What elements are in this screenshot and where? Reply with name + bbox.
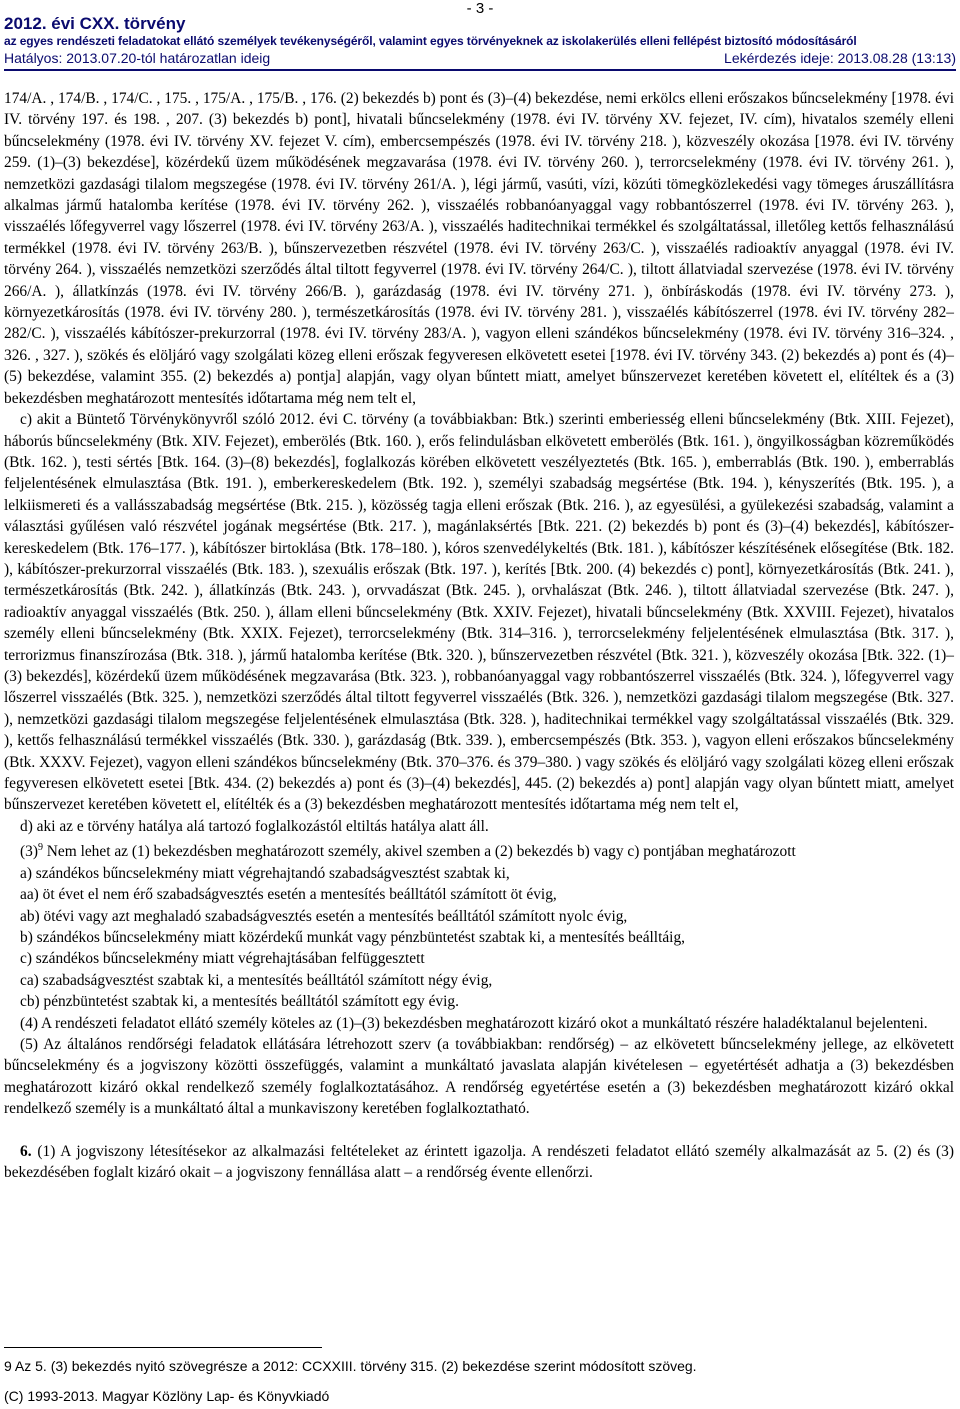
query-date: Lekérdezés ideje: 2013.08.28 (13:13)	[724, 50, 956, 66]
validity-text: Hatályos: 2013.07.20-tól határozatlan ideig	[4, 50, 271, 66]
paragraph-offense-list: 174/A. , 174/B. , 174/C. , 175. , 175/A. , 175/B. , 176. (2) bekezdés b) pont és (3)–(4) bekezdése, nemi erkölcs elleni erőszakos bűncselekmény [1978. évi IV. törvény 197. és 198. , 207. (3) bekezdés b) pont], hivatali bűncselekmény (1978. évi IV. törvény XV. fejezet, IV. cím), hivatalos személy elleni bűncselekmény (1978. évi IV. törvény XV. fejezet V. cím), embercsempészés (1978. évi IV. törvény 218. ), közveszély okozása [1978. évi IV. törvény 259. (1)–(3) bekezdése], közérdekű üzem működésének megzavarása (1978. évi IV. törvény 260. ), terrorcselekmény (1978. évi IV. törvény 261. ), nemzetközi gazdasági tilalom megszegése (1978. évi IV. törvény 261/A. ), légi jármű, vasúti, vízi, közúti tömegközlekedési vagy tömeges áruszállításra alkalmas jármű hatalomba kerítése (1978. évi IV. törvény 262. ), visszaélés robbanóanyaggal vagy robbantószerrel (1978. évi IV. törvény 263. ), visszaélés lőfegyverrel vagy lőszerrel (1978. évi IV. törvény 263/A. ), visszaélés haditechnikai termékkel és szolgáltatással, illetőleg kettős felhasználású termékkel (1978. évi IV. törvény 263/B. ), bűnszervezetben részvétel (1978. évi IV. törvény 263/C. ), visszaélés radioaktív anyaggal (1978. évi IV. törvény 264. ), visszaélés nemzetközi szerződés által tiltott fegyverrel (1978. évi IV. törvény 264/C. ), tiltott állatviadal szervezése (1978. évi IV. törvény 266/A. ), állatkínzás (1978. évi IV. törvény 266/B. ), garázdaság (1978. évi IV. törvény 271. ), önbíráskodás (1978. évi IV. törvény 273. ), környezetkárosítás (1978. évi IV. törvény 280. ), természetkárosítás (1978. évi IV. törvény 281. ), visszaélés kábítószerrel (1978. évi IV. törvény 282–282/C. ), visszaélés kábítószer-prekurzorral (1978. évi IV. törvény 283/A. ), vagyon elleni szándékos bűncselekmény (1978. évi IV. törvény 316–324. , 326. , 327. ), szökés és elöljáró vagy szolgálati közeg elleni erőszak fegyveresen elkövetett esetei [1978. évi IV. törvény 343. (2) bekezdés a) pont és (4)–(5) bekezdése, valamint 355. (2) bekezdés a) pontja] alapján, vagy olyan bűntett miatt, amelyet bűnszervezet keretében követett el, elítéltek és a (3) bekezdésben meghatározott mentesítés időtartama még nem telt el,	[4, 90, 954, 407]
list-item-ab: ab) ötévi vagy azt meghaladó szabadságvesztés esetén a mentesítés beálltától számított nyolc évig,	[20, 907, 628, 925]
list-item-aa: aa) öt évet el nem érő szabadságvesztés esetén a mentesítés beálltától számított öt évig,	[20, 886, 557, 904]
list-item-cb: cb) pénzbüntetést szabtak ki, a mentesítés beálltától számított egy évig.	[20, 993, 459, 1011]
point-d: d) aki az e törvény hatálya alá tartozó foglalkozástól eltiltás hatálya alatt áll.	[20, 817, 489, 835]
paragraph-4: (4) A rendészeti feladatot ellátó személy köteles az (1)–(3) bekezdésben meghatározott kizáró okot a munkáltató részére haladéktalanul bejelenteni.	[20, 1014, 928, 1032]
footnote-ref-9[interactable]: 9	[37, 842, 43, 854]
list-item-a: a) szándékos bűncselekmény miatt végrehajtandó szabadságvesztést szabtak ki,	[20, 864, 510, 882]
footnote-divider	[4, 1347, 322, 1348]
section-6	[4, 1141, 954, 1184]
document-body	[4, 88, 954, 1183]
law-subtitle: az egyes rendészeti feladatokat ellátó személyek tevékenységéről, valamint egyes törvényeknek az iskolakerülés elleni fellépést biztosító módosításáról	[4, 34, 857, 48]
point-c: c) akit a Büntető Törvénykönyvről szóló 2012. évi C. törvény (a továbbiakban: Btk.) szerinti emberiesség elleni bűncselekmény (Btk. XIII. Fejezet), háborús bűncselekmény (Btk. XIV. Fejezet), emberölés (Btk. 160. ), erős felindulásban elkövetett emberölés (Btk. 161. ), öngyilkosságban közreműködés (Btk. 162. ), testi sértés [Btk. 164. (3)–(8) bekezdés], foglalkozás körében elkövetett veszélyeztetés (Btk. 165. ), emberrablás (Btk. 190. ), emberrablás feljelentésének elmulasztása (Btk. 191. ), emberkereskedelem (Btk. 192. ), személyi szabadság megsértése (Btk. 194. ), kényszerítés (Btk. 195. ), a lelkiismereti és a vallásszabadság megsértése (Btk. 215. ), közösség tagja elleni erőszak (Btk. 216. ), az egyesülési, a gyülekezési szabadság, valamint a választási gyűlésen való részvétel jogának megsértése (Btk. 217. ), magánlaksértés [Btk. 221. (2) bekezdés b) pont és (3)–(4) bekezdés], kábítószer-kereskedelem (Btk. 176–177. ), kábítószer birtoklása (Btk. 178–180. ), kóros szenvedélykeltés (Btk. 181. ), kábítószer készítésének elősegítése (Btk. 182. ), kábítószer-prekurzorral visszaélés (Btk. 183. ), szexuális erőszak (Btk. 197. ), kerítés [Btk. 200. (4) bekezdés c) pont], környezetkárosítás (Btk. 241. ), természetkárosítás (Btk. 242. ), állatkínzás (Btk. 243. ), orvvadászat (Btk. 245. ), orvhalászat (Btk. 246. ), tiltott állatviadal szervezése (Btk. 247. ), radioaktív anyaggal visszaélés (Btk. 250. ), állam elleni bűncselekmény (Btk. XXIV. Fejezet), hivatali bűncselekmény (Btk. XXVIII. Fejezet), hivatalos személy elleni bűncselekmény (Btk. XXIX. Fejezet), terrorcselekmény (Btk. 314–316. ), terrorcselekmény feljelentésének elmulasztása (Btk. 317. ), terrorizmus finanszírozása (Btk. 318. ), jármű hatalomba kerítése (Btk. 320. ), bűnszervezetben részvétel (Btk. 321. ), közveszély okozása [Btk. 322. (1)–(3) bekezdés], közérdekű üzem működésének megzavarása (Btk. 323. ), robbanóanyaggal vagy robbantószerrel visszaélés (Btk. 324. ), lőfegyverrel vagy lőszerrel visszaélés (Btk. 325. ), nemzetközi szerződés által tiltott fegyverrel visszaélés (Btk. 326. ), nemzetközi gazdasági tilalom megszegése (Btk. 327. ), nemzetközi gazdasági tilalom megszegése feljelentésének elmulasztása (Btk. 328. ), haditechnikai termékkel vagy szolgáltatással visszaélés (Btk. 329. ), kettős felhasználású termékkel visszaélés (Btk. 330. ), garázdaság (Btk. 339. ), embercsempészés (Btk. 353. ), vagyon elleni erőszakos bűncselekmény (Btk. XXXV. Fejezet), vagyon elleni szándékos bűncselekmény (Btk. 370–376. és 379–380. ) vagy szökés és elöljáró vagy szolgálati közeg elleni erőszak fegyveresen elkövetett esetei [Btk. 434. (2) bekezdés a) pont és (3)–(4) bekezdés], 445. (2) bekezdés a) pont] alapján vagy olyan bűntett miatt, amelyet bűnszervezet keretében követett el, elítélték és a (3) bekezdésben meghatározott mentesítés időtartama még nem telt el,	[4, 411, 954, 814]
list-item-c: c) szándékos bűncselekmény miatt végrehajtásában felfüggesztett	[20, 950, 425, 968]
list-item-ca: ca) szabadságvesztést szabtak ki, a mentesítés beálltától számított négy évig,	[20, 971, 493, 989]
page-number: - 3 -	[466, 0, 494, 17]
paragraph-3-number: (3)	[20, 843, 38, 861]
paragraph-5: (5) Az általános rendőrségi feladatok ellátására létrehozott szerv (a továbbiakban: rendőrség) – az elkövetett bűncselekmény jellege, az elkövetett bűncselekmény és a jogviszony közötti összefüggés, valamint a munkáltató javaslata alapján kivételesen – egyetértését adhatja a (3) bekezdésben meghatározott kizáró okkal rendelkező személy foglalkoztatásához. A rendőrség egyetértése esetén a (3) bekezdésben meghatározott kizáró okkal rendelkező személy is a munkáltató által a munkaviszony keretében foglalkoztatható.	[4, 1036, 954, 1118]
law-title: 2012. évi CXX. törvény	[4, 14, 186, 33]
copyright-footer: (C) 1993-2013. Magyar Közlöny Lap- és Könyvkiadó	[4, 1388, 330, 1404]
list-item-b: b) szándékos bűncselekmény miatt közérdekű munkát vagy pénzbüntetést szabtak ki, a mentesítés beálltáig,	[20, 928, 686, 946]
section-6-text: (1) A jogviszony létesítésekor az alkalmazási feltételeket az érintett igazolja. A rendészeti feladatot ellátó személy alkalmazását az 5. (2) és (3) bekezdésében foglalt kizáró okait – a jogviszony fennállása alatt – a rendőrség évente ellenőrzi.	[4, 1142, 954, 1182]
validity-row	[4, 49, 956, 71]
section-spacer	[4, 1120, 954, 1141]
footnote-9: 9 Az 5. (3) bekezdés nyitó szövegrésze a 2012: CCXXIII. törvény 315. (2) bekezdése szerint módosított szöveg.	[4, 1358, 697, 1374]
paragraph-3	[4, 837, 954, 863]
paragraph-3-text: Nem lehet az (1) bekezdésben meghatározott személy, akivel szemben a (2) bekezdés b) vagy c) pontjában meghatározott	[42, 843, 796, 861]
section-6-number: 6.	[20, 1142, 32, 1160]
document-header	[4, 2, 956, 71]
